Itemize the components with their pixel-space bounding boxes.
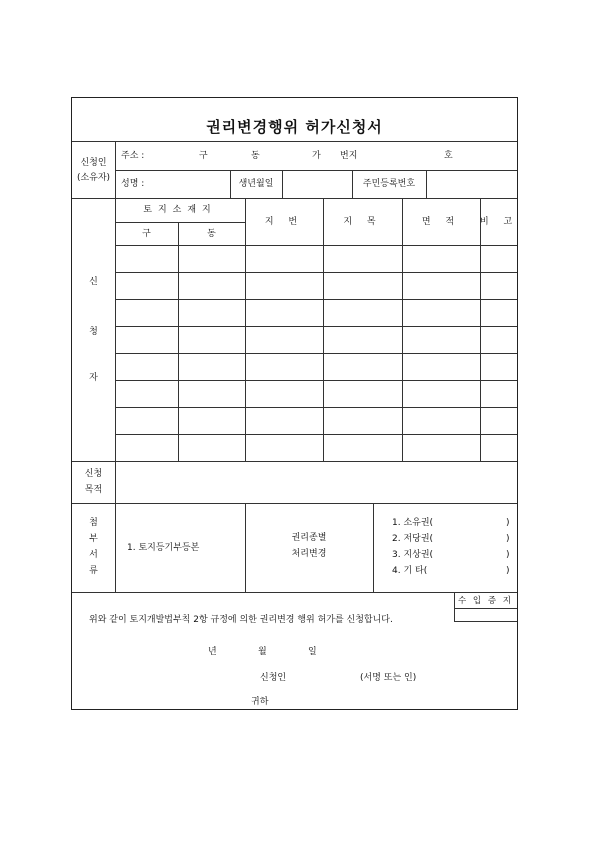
divider [454, 608, 517, 609]
date-year: 년 [208, 647, 217, 657]
applicant-side-char-1: 신 [89, 277, 98, 287]
purpose-label-sub: 목적 [84, 485, 103, 495]
divider [480, 198, 481, 461]
close-paren: ) [506, 518, 510, 528]
purpose-label: 신청 [84, 469, 103, 479]
divider [72, 141, 517, 142]
option-surface-right: 3. 지상권( [392, 550, 434, 560]
address-label: 주소 : [121, 151, 145, 161]
divider [245, 198, 246, 461]
applicant-label: 신청인 [80, 158, 107, 168]
col-jibeon: 지 번 [264, 217, 304, 227]
location-header: 토지소재지 [143, 205, 217, 215]
rights-change-label: 처리변경 [291, 549, 327, 559]
divider [72, 503, 517, 504]
close-paren: ) [506, 550, 510, 560]
option-ownership: 1. 소유권( [392, 518, 434, 528]
divider [72, 592, 517, 593]
option-mortgage: 2. 저당권( [392, 534, 434, 544]
addressee-label: 귀하 [251, 697, 269, 707]
col-jimok: 지 목 [343, 217, 382, 227]
divider [115, 434, 517, 435]
address-ho: 호 [444, 151, 453, 161]
address-dong: 동 [251, 151, 260, 161]
divider [115, 326, 517, 327]
divider [323, 198, 324, 461]
divider [373, 503, 374, 592]
close-paren: ) [506, 566, 510, 576]
resident-number-label: 주민등록번호 [362, 179, 416, 189]
close-paren: ) [506, 534, 510, 544]
divider [115, 503, 116, 592]
divider [115, 353, 517, 354]
form-title: 권리변경행위 허가신청서 [206, 118, 383, 136]
address-gu: 구 [199, 151, 208, 161]
signature-label: (서명 또는 인) [360, 673, 417, 683]
revenue-stamp-label: 수 입 증 지 [458, 596, 513, 606]
attachment-side-char-2: 부 [89, 534, 98, 544]
col-dong: 동 [207, 229, 216, 239]
col-area: 면 적 [421, 217, 461, 227]
application-form [71, 97, 518, 710]
divider [72, 198, 517, 199]
rights-type-label: 권리종별 [291, 533, 327, 543]
address-ga: 가 [312, 151, 321, 161]
divider [115, 245, 517, 246]
divider [282, 170, 283, 198]
divider [115, 380, 517, 381]
birth-label: 생년월일 [238, 179, 274, 189]
col-gu: 구 [142, 229, 151, 239]
applicant-side-char-3: 자 [89, 373, 98, 383]
signer-label: 신청인 [260, 673, 287, 683]
divider [115, 170, 517, 171]
declaration-statement: 위와 같이 토지개발법부칙 2항 규정에 의한 권리변경 행위 허가를 신청합니다. [89, 615, 393, 625]
divider [72, 461, 517, 462]
divider [115, 299, 517, 300]
divider [115, 272, 517, 273]
attachment-side-char-4: 류 [89, 566, 98, 576]
divider [245, 503, 246, 592]
applicant-side-char-2: 청 [89, 327, 98, 337]
divider [178, 222, 179, 461]
applicant-label-sub: (소유자) [76, 173, 111, 183]
divider [115, 407, 517, 408]
col-remarks: 비 고 [480, 217, 519, 227]
divider [402, 198, 403, 461]
attachment-side-char-3: 서 [89, 550, 98, 560]
divider [115, 461, 116, 503]
name-label: 성명 : [121, 179, 145, 189]
divider [426, 170, 427, 198]
date-day: 일 [308, 647, 317, 657]
date-month: 월 [258, 647, 267, 657]
attachment-doc-1: 1. 토지등기부등본 [127, 543, 200, 553]
divider [115, 222, 245, 223]
option-other: 4. 기 타( [392, 566, 428, 576]
address-beonji: 번지 [340, 151, 358, 161]
attachment-side-char-1: 첨 [89, 518, 98, 528]
